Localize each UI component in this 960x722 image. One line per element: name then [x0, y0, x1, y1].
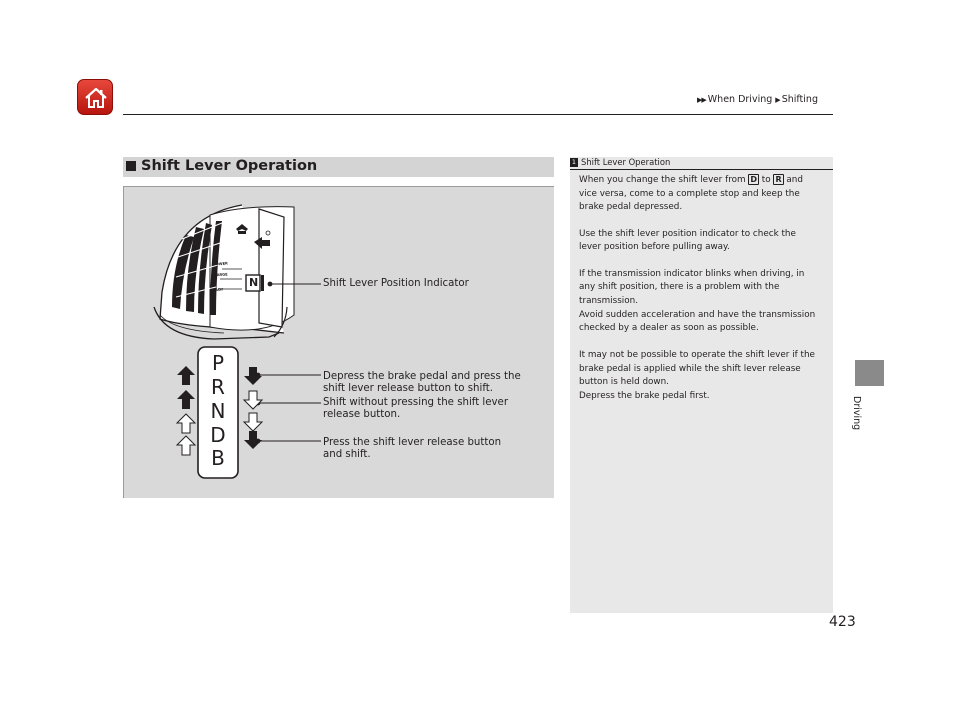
breadcrumb — [697, 94, 818, 105]
note-p3-line2: any shift position, there is a problem with the — [579, 282, 780, 292]
note-p4-line3: button is held down. — [579, 377, 669, 387]
notes-heading-label: Shift Lever Operation — [581, 157, 671, 167]
callout-brake-line1: Depress the brake pedal and press the — [323, 371, 521, 382]
gear-letter-r: R — [211, 375, 225, 399]
header-divider — [123, 114, 833, 115]
callout-position-indicator: Shift Lever Position Indicator — [323, 278, 469, 289]
note-text: to — [759, 175, 774, 185]
note-p3-line5: checked by a dealer as soon as possible. — [579, 323, 759, 333]
up-arrow-outline-icon — [177, 414, 195, 433]
callout-press-line2: and shift. — [323, 449, 371, 460]
up-arrow-filled-icon — [177, 390, 195, 409]
chapter-tab[interactable] — [855, 360, 884, 386]
notes-heading — [570, 157, 833, 170]
breadcrumb-link-when-driving[interactable]: When Driving — [707, 94, 773, 105]
gear-key-d: D — [750, 175, 758, 184]
breadcrumb-link-shifting[interactable]: Shifting — [781, 94, 818, 105]
right-arrow-column — [244, 367, 262, 449]
home-icon — [83, 85, 109, 111]
note-p2-line1: Use the shift lever position indicator to check the — [579, 229, 796, 239]
callout-nopress-line2: release button. — [323, 409, 401, 420]
note-p3-line4: Avoid sudden acceleration and have the transmission — [579, 310, 816, 320]
shift-lever-illustration — [123, 186, 554, 498]
down-arrow-filled-icon — [244, 431, 262, 449]
note-p2-line2: lever position before pulling away. — [579, 242, 730, 252]
gear-letter-p: P — [211, 351, 225, 375]
section-bullet-icon — [126, 161, 136, 171]
breadcrumb-arrow-icon: ▶ — [775, 96, 780, 104]
note-p1-line1 — [579, 174, 803, 188]
down-arrow-outline-icon — [244, 413, 262, 431]
note-p3-line1: If the transmission indicator blinks when driving, in — [579, 269, 805, 279]
gear-letter-d: D — [210, 423, 226, 447]
note-p4-line2: brake pedal is applied while the shift lever release — [579, 364, 801, 374]
notes-reference-number: 1 — [571, 158, 577, 166]
note-p3-line3: transmission. — [579, 296, 638, 306]
note-p1-line3: brake pedal depressed. — [579, 202, 683, 212]
panel-label-charge: CHARGE — [210, 272, 228, 278]
gear-letter-n: N — [210, 399, 226, 423]
note-text: When you change the shift lever from — [579, 175, 749, 185]
up-arrow-filled-icon — [177, 366, 195, 385]
notes-panel — [570, 157, 833, 613]
note-p4-line4: Depress the brake pedal first. — [579, 391, 710, 401]
breadcrumb-arrow-icon: ▶▶ — [697, 96, 706, 104]
gear-letter-b: B — [211, 446, 225, 470]
indicator-gear-letter: N — [249, 276, 259, 289]
home-button[interactable] — [77, 79, 113, 115]
panel-label-ready: READY — [209, 287, 224, 293]
callout-brake-line2: shift lever release button to shift. — [323, 383, 493, 394]
left-arrow-column — [177, 366, 195, 455]
chapter-tab-label: Driving — [851, 396, 862, 431]
section-heading — [123, 157, 554, 177]
down-arrow-outline-icon — [244, 391, 262, 409]
section-title: Shift Lever Operation — [141, 158, 318, 174]
note-text: and — [783, 175, 803, 185]
down-arrow-filled-icon — [244, 367, 262, 385]
gear-key-r: R — [775, 175, 782, 184]
note-p4-line1: It may not be possible to operate the shift lever if the — [579, 350, 815, 360]
callout-nopress-line1: Shift without pressing the shift lever — [323, 397, 509, 408]
up-arrow-outline-icon — [177, 436, 195, 455]
callout-press-line1: Press the shift lever release button — [323, 437, 502, 448]
panel-label-power: POWER — [212, 261, 229, 267]
note-p1-line2: vice versa, come to a complete stop and keep the — [579, 189, 800, 199]
page-number: 423 — [829, 614, 856, 630]
